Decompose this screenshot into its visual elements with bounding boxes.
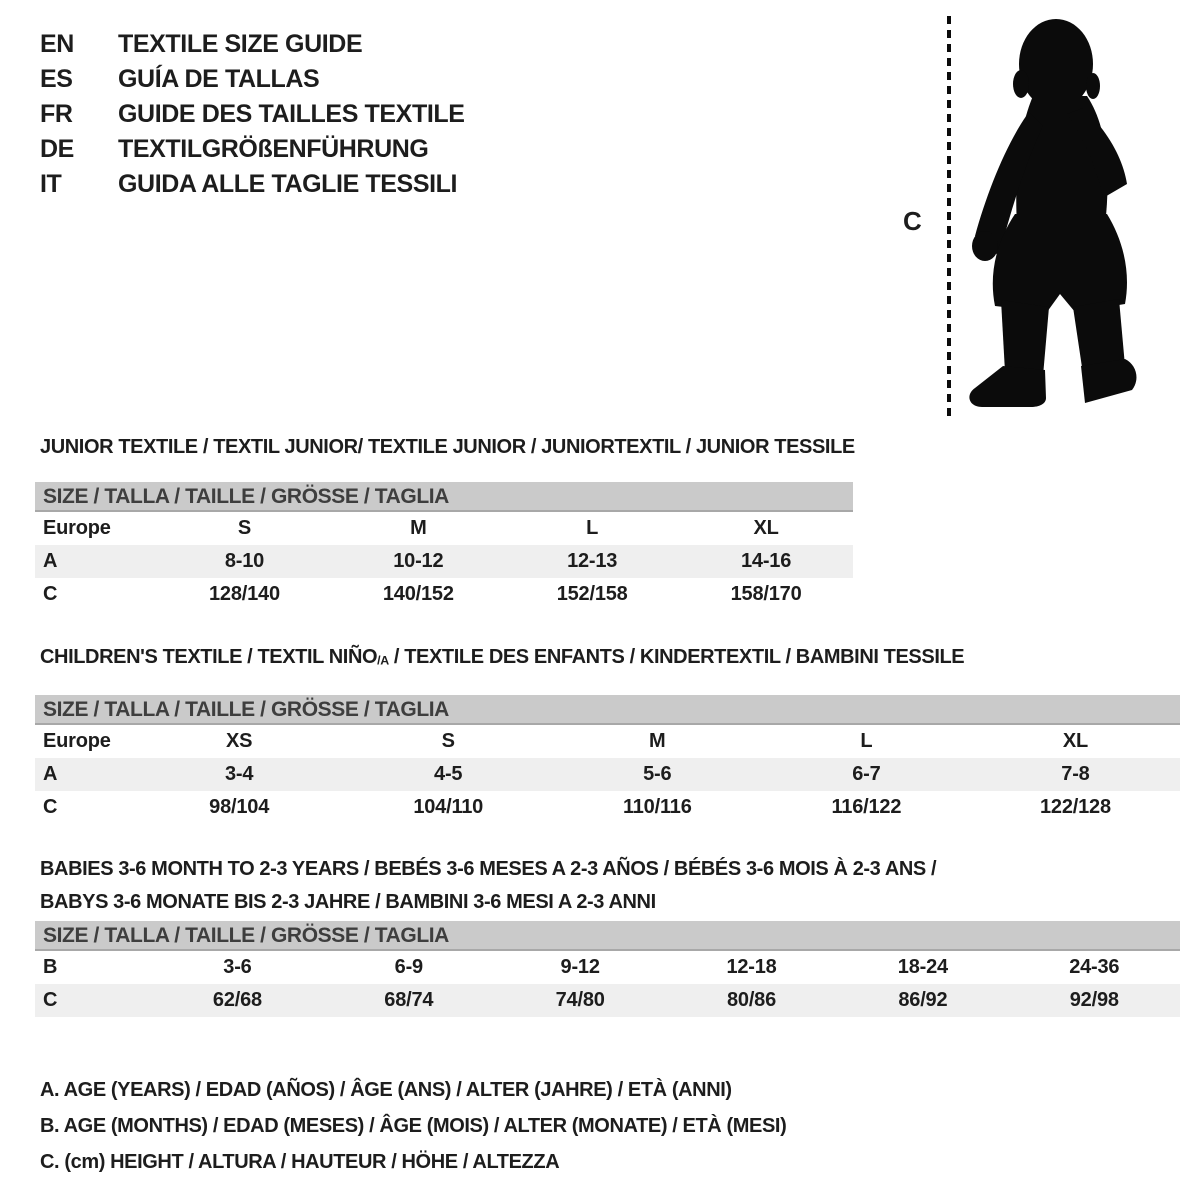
row-label-cell: A xyxy=(43,550,58,572)
children-title-pre: CHILDREN'S TEXTILE / TEXTIL NIÑO xyxy=(40,646,378,668)
value-cell: XS xyxy=(225,730,253,753)
children-size-table xyxy=(35,725,1180,824)
value-cell: 92/98 xyxy=(1069,989,1119,1011)
height-measure-label: C xyxy=(903,206,922,236)
value-cell: 4-5 xyxy=(434,763,463,786)
table-row xyxy=(35,725,1180,758)
language-title: GUÍA DE TALLAS xyxy=(118,65,320,93)
language-title: TEXTILGRÖßENFÜHRUNG xyxy=(118,135,429,163)
value-cell: L xyxy=(860,730,873,753)
value-cell: S xyxy=(441,730,455,753)
value-cell: 10-12 xyxy=(393,550,444,572)
value-cell: 152/158 xyxy=(556,583,628,605)
value-cell: XL xyxy=(753,517,779,539)
children-title-sub: /A xyxy=(377,653,389,668)
children-section-title xyxy=(40,644,1180,673)
row-label-cell: Europe xyxy=(43,517,111,539)
table-row xyxy=(35,984,1180,1017)
value-cell: 24-36 xyxy=(1069,956,1120,978)
babies-size-table xyxy=(35,951,1180,1017)
value-cell: M xyxy=(649,730,666,753)
table-row xyxy=(35,512,853,545)
section-babies xyxy=(35,856,1180,1017)
height-dashed-line xyxy=(947,16,951,418)
language-code: FR xyxy=(40,100,73,128)
language-row xyxy=(40,62,465,97)
language-code: ES xyxy=(40,65,73,93)
legend-line-b: B. AGE (MONTHS) / EDAD (MESES) / ÂGE (MOIS) / ALTER (MONATE) / ETÀ (MESI) xyxy=(40,1115,787,1137)
section-junior xyxy=(35,434,853,611)
size-bar-label: SIZE / TALLA / TAILLE / GRÖSSE / TAGLIA xyxy=(43,698,449,722)
junior-size-table xyxy=(35,512,853,611)
junior-section-title: JUNIOR TEXTILE / TEXTIL JUNIOR/ TEXTILE JUNIOR / JUNIORTEXTIL / JUNIOR TESSILE xyxy=(40,436,855,458)
language-title: TEXTILE SIZE GUIDE xyxy=(118,30,363,58)
value-cell: 104/110 xyxy=(413,796,484,819)
language-code: IT xyxy=(40,170,62,198)
value-cell: 12-18 xyxy=(726,956,777,978)
language-title: GUIDA ALLE TAGLIE TESSILI xyxy=(118,170,458,198)
value-cell: 140/152 xyxy=(382,583,454,605)
value-cell: 110/116 xyxy=(622,796,692,819)
table-row xyxy=(35,791,1180,824)
legend-line-c: C. (cm) HEIGHT / ALTURA / HAUTEUR / HÖHE / ALTEZZA xyxy=(40,1151,560,1173)
language-row xyxy=(40,27,465,62)
value-cell: 12-13 xyxy=(567,550,618,572)
language-row xyxy=(40,97,465,132)
value-cell: 7-8 xyxy=(1061,763,1090,786)
value-cell: S xyxy=(237,517,252,539)
children-title-post: / TEXTILE DES ENFANTS / KINDERTEXTIL / BAMBINI TESSILE xyxy=(388,646,965,668)
value-cell: 62/68 xyxy=(212,989,262,1011)
value-cell: 3-6 xyxy=(223,956,252,978)
language-row xyxy=(40,167,465,202)
row-label-cell: C xyxy=(43,583,58,605)
value-cell: 128/140 xyxy=(208,583,280,605)
value-cell: M xyxy=(410,517,427,539)
value-cell: L xyxy=(586,517,599,539)
value-cell: 116/122 xyxy=(831,796,902,819)
language-title-list xyxy=(40,27,465,202)
value-cell: 3-4 xyxy=(224,763,254,786)
size-bar-label: SIZE / TALLA / TAILLE / GRÖSSE / TAGLIA xyxy=(43,924,449,947)
value-cell: 8-10 xyxy=(224,550,265,572)
value-cell: 122/128 xyxy=(1040,796,1111,819)
value-cell: 6-9 xyxy=(394,956,423,978)
language-code: EN xyxy=(40,30,74,58)
size-bar xyxy=(35,482,853,512)
language-row xyxy=(40,132,465,167)
babies-section-title-line2: BABYS 3-6 MONATE BIS 2-3 JAHRE / BAMBINI 3-6 MESI A 2-3 ANNI xyxy=(40,891,656,913)
legend xyxy=(40,1072,786,1180)
value-cell: 68/74 xyxy=(384,989,434,1011)
row-label-cell: A xyxy=(43,763,58,786)
size-bar xyxy=(35,695,1180,725)
table-row xyxy=(35,545,853,578)
row-label-cell: C xyxy=(43,989,58,1011)
table-row xyxy=(35,758,1180,791)
table-row xyxy=(35,951,1180,984)
value-cell: 98/104 xyxy=(209,796,270,819)
table-row xyxy=(35,578,853,611)
language-code: DE xyxy=(40,135,74,163)
value-cell: 6-7 xyxy=(852,763,881,786)
section-children xyxy=(35,644,1180,824)
value-cell: 86/92 xyxy=(898,989,948,1011)
row-label-cell: C xyxy=(43,796,58,819)
value-cell: XL xyxy=(1062,730,1089,753)
value-cell: 158/170 xyxy=(730,583,802,605)
value-cell: 9-12 xyxy=(560,956,600,978)
value-cell: 80/86 xyxy=(726,989,777,1011)
babies-section-title-line1: BABIES 3-6 MONTH TO 2-3 YEARS / BEBÉS 3-6 MESES A 2-3 AÑOS / BÉBÉS 3-6 MOIS À 2-3 ANS / xyxy=(40,858,937,880)
toddler-silhouette-icon xyxy=(965,14,1145,418)
row-label-cell: B xyxy=(43,956,58,978)
size-bar-label: SIZE / TALLA / TAILLE / GRÖSSE / TAGLIA xyxy=(43,485,449,508)
value-cell: 74/80 xyxy=(555,989,605,1011)
language-title: GUIDE DES TAILLES TEXTILE xyxy=(118,100,465,128)
value-cell: 18-24 xyxy=(897,956,948,978)
legend-line-a: A. AGE (YEARS) / EDAD (AÑOS) / ÂGE (ANS) / ALTER (JAHRE) / ETÀ (ANNI) xyxy=(40,1079,732,1101)
value-cell: 5-6 xyxy=(643,763,672,786)
size-bar xyxy=(35,921,1180,951)
value-cell: 14-16 xyxy=(740,550,792,572)
row-label-cell: Europe xyxy=(43,730,111,753)
